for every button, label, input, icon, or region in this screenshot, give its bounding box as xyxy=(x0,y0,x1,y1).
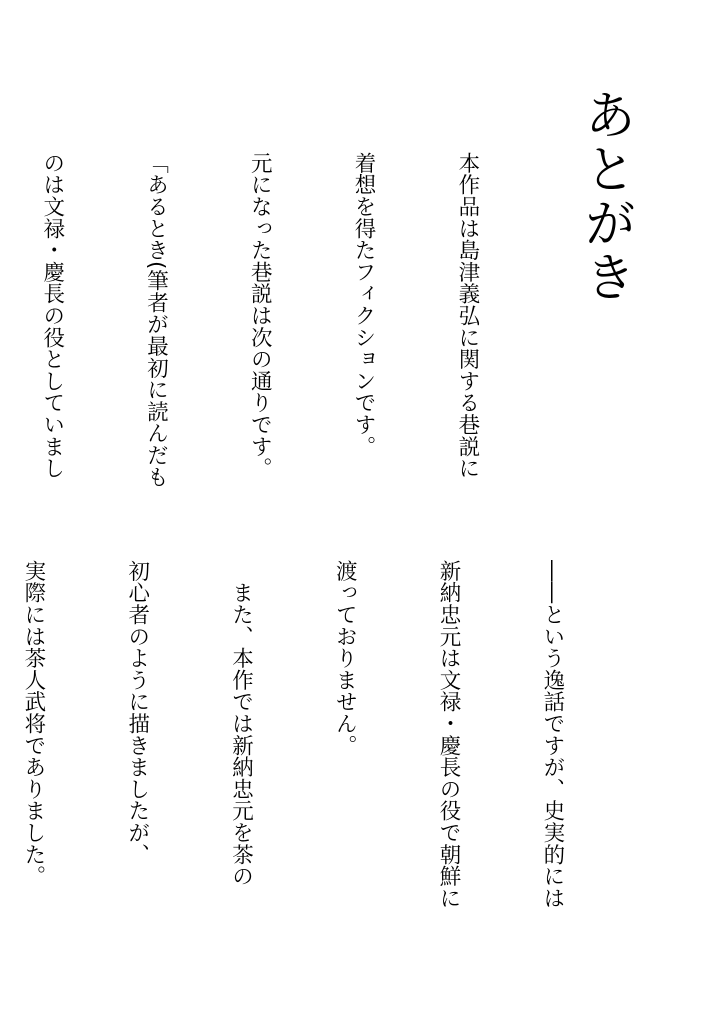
text-column: 渡っておりません。 xyxy=(332,560,358,757)
text-column: 元になった巷説は次の通りです。 xyxy=(247,152,273,479)
text-column: ――という逸話ですが、史実的には xyxy=(539,560,565,909)
text-column: 初心者のように描きましたが、 xyxy=(124,560,150,866)
text-column: 着想を得たフィクションです。 xyxy=(351,152,377,458)
page-title: あとがき xyxy=(575,88,635,304)
text-column: 実際には茶人武将でありました。 xyxy=(20,560,46,887)
afterword-section-2 xyxy=(20,560,638,980)
text-column: 「あるとき(筆者が最初に読んだも xyxy=(143,152,169,488)
afterword-section-1 xyxy=(39,152,553,512)
text-column: のは文禄・慶長の役としていまし xyxy=(39,152,65,479)
text-column: 新納忠元は文禄・慶長の役で朝鮮に xyxy=(436,560,462,909)
text-column: 本作品は島津義弘に関する巷説に xyxy=(454,152,480,479)
text-column: また、本作では新納忠元を茶の xyxy=(228,560,254,887)
